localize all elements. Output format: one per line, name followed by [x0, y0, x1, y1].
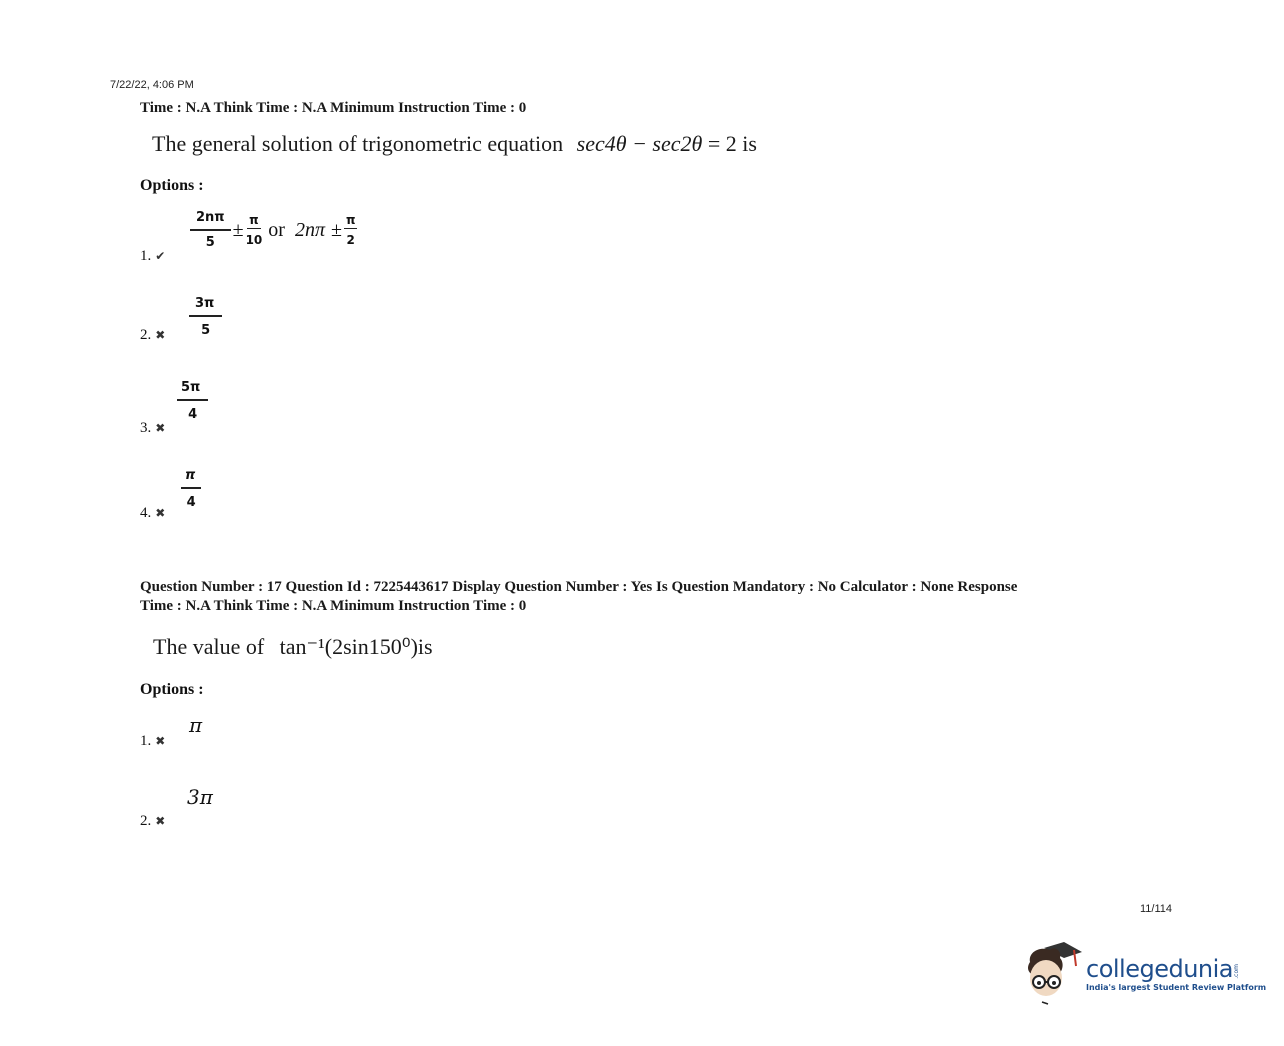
fraction: $\frac{\pi}{4}$ [181, 468, 201, 510]
wrong-cross-icon: ✖ [155, 421, 166, 435]
q17-meta-line-2: Time : N.A Think Time : N.A Minimum Instruction Time : 0 [140, 598, 527, 614]
q16-option-2-number [140, 327, 165, 344]
q16-option-3-number [140, 420, 165, 437]
q16-question-text [152, 131, 757, 157]
q16-option-4-expression [181, 468, 201, 510]
page-count: 11/114 [1140, 903, 1173, 915]
q17-option-1-number [140, 733, 165, 750]
fraction: $\frac{\pi}{10}$ [245, 213, 263, 247]
q16-question-math: sec4θ − sec2θ [576, 131, 703, 156]
wrong-cross-icon: ✖ [155, 506, 166, 520]
q17-option-2-number [140, 813, 165, 830]
q17-meta-line-1: Question Number : 17 Question Id : 7225443617 Display Question Number : Yes Is Question Mandatory : No Calculator : None Response [140, 579, 1018, 595]
brand-tagline: India's largest Student Review Platform [1086, 982, 1267, 992]
or-word: or [268, 218, 285, 241]
q17-option-2-value: 3π [187, 785, 213, 809]
q16-options-label: Options : [140, 177, 204, 194]
fraction: $\frac{3\pi}{5}$ [189, 296, 222, 338]
option-number: 3. [140, 420, 152, 436]
q16-option-2-expression [189, 296, 222, 338]
correct-check-icon: ✔ [155, 249, 166, 263]
q16-option-3-expression [177, 380, 208, 422]
mascot-icon [1024, 940, 1084, 1006]
q17-question-text [153, 634, 433, 660]
option-number: 2. [140, 813, 152, 829]
brand-suffix: .com [1233, 963, 1241, 979]
fraction: $\frac{2n\pi}{5}$ [190, 210, 231, 250]
option-number: 1. [140, 248, 152, 264]
q16-meta-line: Time : N.A Think Time : N.A Minimum Instruction Time : 0 [140, 100, 527, 116]
fraction: $\frac{5\pi}{4}$ [177, 380, 208, 422]
print-timestamp: 7/22/22, 4:06 PM [110, 79, 194, 91]
q16-option-1-expression [190, 210, 357, 250]
brand-name: collegedunia [1086, 954, 1234, 983]
plus-minus-sign: ± [330, 218, 342, 241]
wrong-cross-icon: ✖ [155, 814, 166, 828]
q17-option-1-value: π [189, 713, 203, 737]
q17-options-label: Options : [140, 681, 204, 698]
q17-question-prefix: The value of [153, 634, 265, 659]
option-number: 2. [140, 327, 152, 343]
option-number: 1. [140, 733, 152, 749]
q17-question-math: tan⁻¹(2sin150⁰)is [279, 634, 433, 659]
q16-question-prefix: The general solution of trigonometric equation [152, 131, 564, 156]
wrong-cross-icon: ✖ [155, 328, 166, 342]
plus-minus-sign: ± [232, 218, 244, 241]
collegedunia-logo [1024, 940, 1266, 1006]
option-number: 4. [140, 505, 152, 521]
q16-question-suffix: = 2 is [707, 131, 757, 156]
q16-option-1-number [140, 248, 165, 265]
fraction: $\frac{\pi}{2}$ [345, 213, 356, 247]
q16-option-4-number [140, 505, 165, 522]
wrong-cross-icon: ✖ [155, 734, 166, 748]
term: 2nπ [294, 218, 325, 241]
